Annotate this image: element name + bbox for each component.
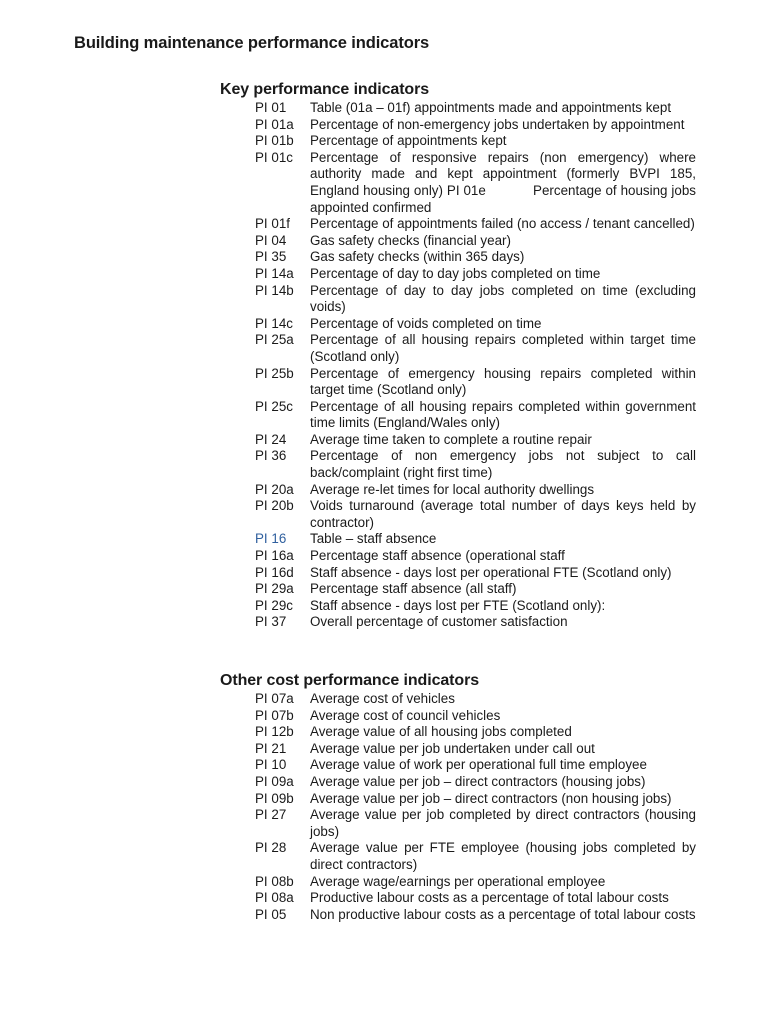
indicator-row xyxy=(220,874,696,891)
indicator-code: PI 37 xyxy=(255,614,287,630)
indicator-row xyxy=(220,100,696,117)
indicator-description: Percentage staff absence (all staff) xyxy=(310,581,517,597)
indicator-code: PI 04 xyxy=(255,232,287,248)
indicator-row xyxy=(220,133,696,150)
indicator-description: Percentage of all housing repairs completed within target time (Scotland only) xyxy=(310,332,696,364)
indicator-description: Table (01a – 01f) appointments made and appointments kept xyxy=(310,100,672,115)
page-title: Building maintenance performance indicators xyxy=(74,34,430,52)
indicator-row xyxy=(220,757,696,774)
kpi-list xyxy=(220,100,696,631)
indicator-description: Average cost of council vehicles xyxy=(310,707,501,723)
indicator-description: Average cost of vehicles xyxy=(310,691,455,706)
indicator-description: Average re-let times for local authority dwellings xyxy=(310,481,595,497)
indicator-row xyxy=(220,266,696,283)
indicator-description: Overall percentage of customer satisfaction xyxy=(310,614,568,630)
indicator-row xyxy=(220,531,696,548)
indicator-row xyxy=(220,741,696,758)
indicator-description: Percentage of non emergency jobs not subject to call back/complaint (right first time) xyxy=(310,448,696,481)
indicator-code: PI 28 xyxy=(255,840,287,856)
indicator-code: PI 29a xyxy=(255,581,294,597)
indicator-description: Percentage of emergency housing repairs completed within target time (Scotland only) xyxy=(310,365,696,398)
indicator-code-link[interactable]: PI 16 xyxy=(255,531,287,547)
other-cost-section-heading: Other cost performance indicators xyxy=(220,672,479,689)
indicator-description: Gas safety checks (financial year) xyxy=(310,232,511,248)
indicator-code: PI 01b xyxy=(255,133,294,149)
indicator-row xyxy=(220,840,696,873)
indicator-code: PI 35 xyxy=(255,249,287,265)
indicator-description: Percentage of all housing repairs completed within government time limits (England/Wales only) xyxy=(310,398,696,431)
indicator-row xyxy=(220,774,696,791)
indicator-row xyxy=(220,614,696,631)
indicator-row xyxy=(220,565,696,582)
indicator-code: PI 01a xyxy=(255,116,294,132)
indicator-code: PI 16d xyxy=(255,564,294,580)
indicator-row xyxy=(220,907,696,924)
indicator-row xyxy=(220,117,696,134)
indicator-description: Staff absence - days lost per operational FTE (Scotland only) xyxy=(310,564,672,580)
indicator-row xyxy=(220,283,696,316)
indicator-row xyxy=(220,807,696,840)
indicator-row xyxy=(220,890,696,907)
indicator-row xyxy=(220,691,696,708)
indicator-row xyxy=(220,724,696,741)
indicator-code: PI 16a xyxy=(255,548,294,564)
indicator-description: Table – staff absence xyxy=(310,531,437,547)
indicator-description: Percentage staff absence (operational staff xyxy=(310,548,565,564)
indicator-description: Percentage of non-emergency jobs undertaken by appointment xyxy=(310,116,685,132)
indicator-row xyxy=(220,448,696,481)
indicator-row xyxy=(220,233,696,250)
indicator-row xyxy=(220,316,696,333)
indicator-code: PI 01 xyxy=(255,100,287,115)
indicator-code: PI 12b xyxy=(255,724,294,740)
indicator-code: PI 07a xyxy=(255,691,294,706)
indicator-row xyxy=(220,249,696,266)
indicator-description: Average value of all housing jobs completed xyxy=(310,724,572,740)
indicator-code: PI 05 xyxy=(255,906,287,922)
indicator-code: PI 14a xyxy=(255,265,294,281)
indicator-description: Gas safety checks (within 365 days) xyxy=(310,249,525,265)
indicator-description: Non productive labour costs as a percentage of total labour costs xyxy=(310,906,696,922)
indicator-code: PI 27 xyxy=(255,807,287,823)
indicator-row xyxy=(220,399,696,432)
indicator-code: PI 20b xyxy=(255,498,294,514)
indicator-description: Average value per job – direct contractors (non housing jobs) xyxy=(310,790,672,806)
other-cost-list xyxy=(220,691,696,923)
indicator-description: Average time taken to complete a routine repair xyxy=(310,431,592,447)
indicator-code: PI 09b xyxy=(255,790,294,806)
indicator-row xyxy=(220,432,696,449)
indicator-row xyxy=(220,598,696,615)
indicator-code: PI 01f xyxy=(255,216,290,232)
indicator-code: PI 25a xyxy=(255,332,294,348)
indicator-row xyxy=(220,581,696,598)
indicator-description: Productive labour costs as a percentage of total labour costs xyxy=(310,890,669,906)
indicator-description: Average value per job – direct contractors (housing jobs) xyxy=(310,773,646,789)
indicator-row xyxy=(220,332,696,365)
indicator-code: PI 25b xyxy=(255,365,294,381)
indicator-code: PI 10 xyxy=(255,757,287,773)
indicator-description: Voids turnaround (average total number of days keys held by contractor) xyxy=(310,498,696,530)
indicator-code: PI 36 xyxy=(255,448,287,464)
indicator-code: PI 08a xyxy=(255,890,294,906)
indicator-code: PI 14b xyxy=(255,282,294,298)
indicator-description: Percentage of responsive repairs (non emergency) where authority made and kept appointment (formerly BVPI 185, England housing only) PI 01e Percentage of housing jobs appointed confirmed xyxy=(310,149,696,215)
indicator-description: Average value per FTE employee (housing jobs completed by direct contractors) xyxy=(310,840,696,872)
indicator-description: Average value per job completed by direct contractors (housing jobs) xyxy=(310,807,696,839)
indicator-code: PI 24 xyxy=(255,431,287,447)
indicator-description: Staff absence - days lost per FTE (Scotland only): xyxy=(310,597,606,613)
indicator-description: Percentage of appointments failed (no access / tenant cancelled) xyxy=(310,216,695,232)
indicator-code: PI 08b xyxy=(255,873,294,889)
indicator-code: PI 20a xyxy=(255,481,294,497)
indicator-description: Percentage of day to day jobs completed on time (excluding voids) xyxy=(310,282,696,315)
indicator-code: PI 14c xyxy=(255,315,293,331)
indicator-description: Average value of work per operational full time employee xyxy=(310,757,647,773)
indicator-code: PI 01c xyxy=(255,149,293,165)
indicator-code: PI 25c xyxy=(255,398,293,414)
other-cost-section xyxy=(220,671,696,923)
kpi-section xyxy=(220,80,696,631)
indicator-row xyxy=(220,548,696,565)
indicator-row xyxy=(220,482,696,499)
indicator-row xyxy=(220,498,696,531)
indicator-description: Percentage of appointments kept xyxy=(310,133,507,149)
indicator-code: PI 29c xyxy=(255,597,293,613)
indicator-code: PI 21 xyxy=(255,740,287,756)
indicator-row xyxy=(220,708,696,725)
indicator-row xyxy=(220,791,696,808)
indicator-code: PI 07b xyxy=(255,707,294,723)
indicator-description: Percentage of voids completed on time xyxy=(310,315,542,331)
indicator-row xyxy=(220,150,696,216)
kpi-section-heading: Key performance indicators xyxy=(220,81,430,98)
indicator-code: PI 09a xyxy=(255,773,294,789)
indicator-row xyxy=(220,366,696,399)
indicator-description: Average wage/earnings per operational employee xyxy=(310,873,606,889)
indicator-description: Percentage of day to day jobs completed on time xyxy=(310,265,601,281)
indicator-row xyxy=(220,216,696,233)
indicator-description: Average value per job undertaken under call out xyxy=(310,740,595,756)
